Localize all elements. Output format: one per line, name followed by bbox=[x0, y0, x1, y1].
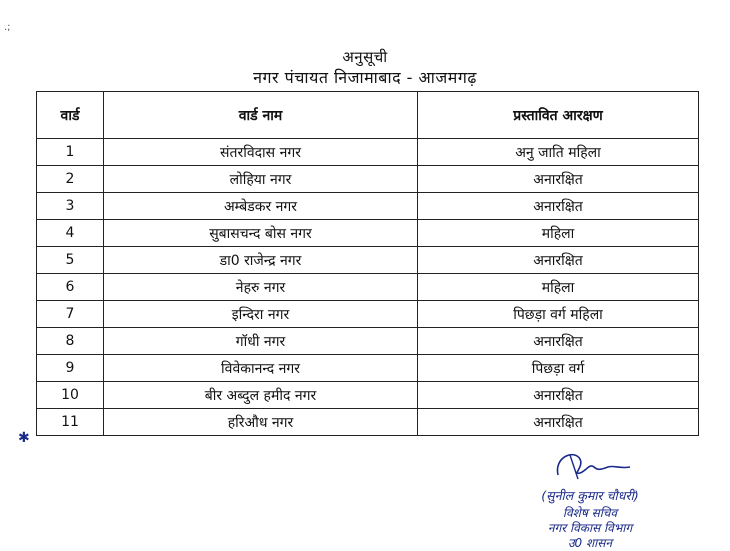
reservation: महिला bbox=[418, 220, 699, 247]
ward-name: सुबासचन्द बोस नगर bbox=[104, 220, 418, 247]
reservation: अनारक्षित bbox=[418, 247, 699, 274]
header-reservation: प्रस्तावित आरक्षण bbox=[418, 92, 699, 139]
table-row bbox=[37, 328, 699, 355]
signature-block bbox=[510, 445, 660, 550]
ward-number: 3 bbox=[37, 193, 104, 220]
table-row bbox=[37, 166, 699, 193]
ward-number: 8 bbox=[37, 328, 104, 355]
handwritten-signature bbox=[550, 445, 640, 485]
signatory-name: (सुनील कुमार चौधरी) bbox=[541, 488, 639, 503]
ward-name: गॉधी नगर bbox=[104, 328, 418, 355]
reservation: अनारक्षित bbox=[418, 166, 699, 193]
ward-name: संतरविदास नगर bbox=[104, 139, 418, 166]
table-row bbox=[37, 274, 699, 301]
reservation: अनारक्षित bbox=[418, 409, 699, 436]
ward-number: 2 bbox=[37, 166, 104, 193]
signatory-designation: विशेष सचिव bbox=[562, 506, 618, 520]
document-subtitle: नगर पंचायत निजामाबाद - आजमगढ़ bbox=[253, 68, 477, 87]
ward-name: अम्बेडकर नगर bbox=[104, 193, 418, 220]
reservation: अनारक्षित bbox=[418, 193, 699, 220]
ink-mark: ✱ bbox=[18, 430, 30, 446]
ward-name: डा0 राजेन्द्र नगर bbox=[104, 247, 418, 274]
scan-speck: .; bbox=[4, 22, 11, 33]
signatory-government: उ0 शासन bbox=[567, 536, 613, 550]
ward-name: बीर अब्दुल हमीद नगर bbox=[104, 382, 418, 409]
ward-number: 5 bbox=[37, 247, 104, 274]
table-row bbox=[37, 355, 699, 382]
ward-name: विवेकानन्द नगर bbox=[104, 355, 418, 382]
table-row bbox=[37, 193, 699, 220]
table-row bbox=[37, 382, 699, 409]
ward-number: 9 bbox=[37, 355, 104, 382]
ward-name: लोहिया नगर bbox=[104, 166, 418, 193]
table-row bbox=[37, 301, 699, 328]
table-row bbox=[37, 220, 699, 247]
ward-name: हरिऔध नगर bbox=[104, 409, 418, 436]
ward-number: 1 bbox=[37, 139, 104, 166]
header-ward-name: वार्ड नाम bbox=[104, 92, 418, 139]
reservation-table bbox=[36, 91, 699, 436]
ward-number: 7 bbox=[37, 301, 104, 328]
ward-number: 10 bbox=[37, 382, 104, 409]
reservation: अनारक्षित bbox=[418, 328, 699, 355]
reservation: पिछड़ा वर्ग महिला bbox=[418, 301, 699, 328]
ward-name: नेहरु नगर bbox=[104, 274, 418, 301]
signatory-department: नगर विकास विभाग bbox=[547, 521, 633, 535]
reservation: अनु जाति महिला bbox=[418, 139, 699, 166]
ward-number: 6 bbox=[37, 274, 104, 301]
header-ward: वार्ड bbox=[37, 92, 104, 139]
table-row bbox=[37, 139, 699, 166]
reservation: पिछड़ा वर्ग bbox=[418, 355, 699, 382]
ward-name: इन्दिरा नगर bbox=[104, 301, 418, 328]
ward-number: 4 bbox=[37, 220, 104, 247]
document-title: अनुसूची bbox=[342, 48, 388, 66]
reservation: अनारक्षित bbox=[418, 382, 699, 409]
table-row bbox=[37, 409, 699, 436]
ward-number: 11 bbox=[37, 409, 104, 436]
table-header-row bbox=[37, 92, 699, 139]
table-row bbox=[37, 247, 699, 274]
reservation: महिला bbox=[418, 274, 699, 301]
